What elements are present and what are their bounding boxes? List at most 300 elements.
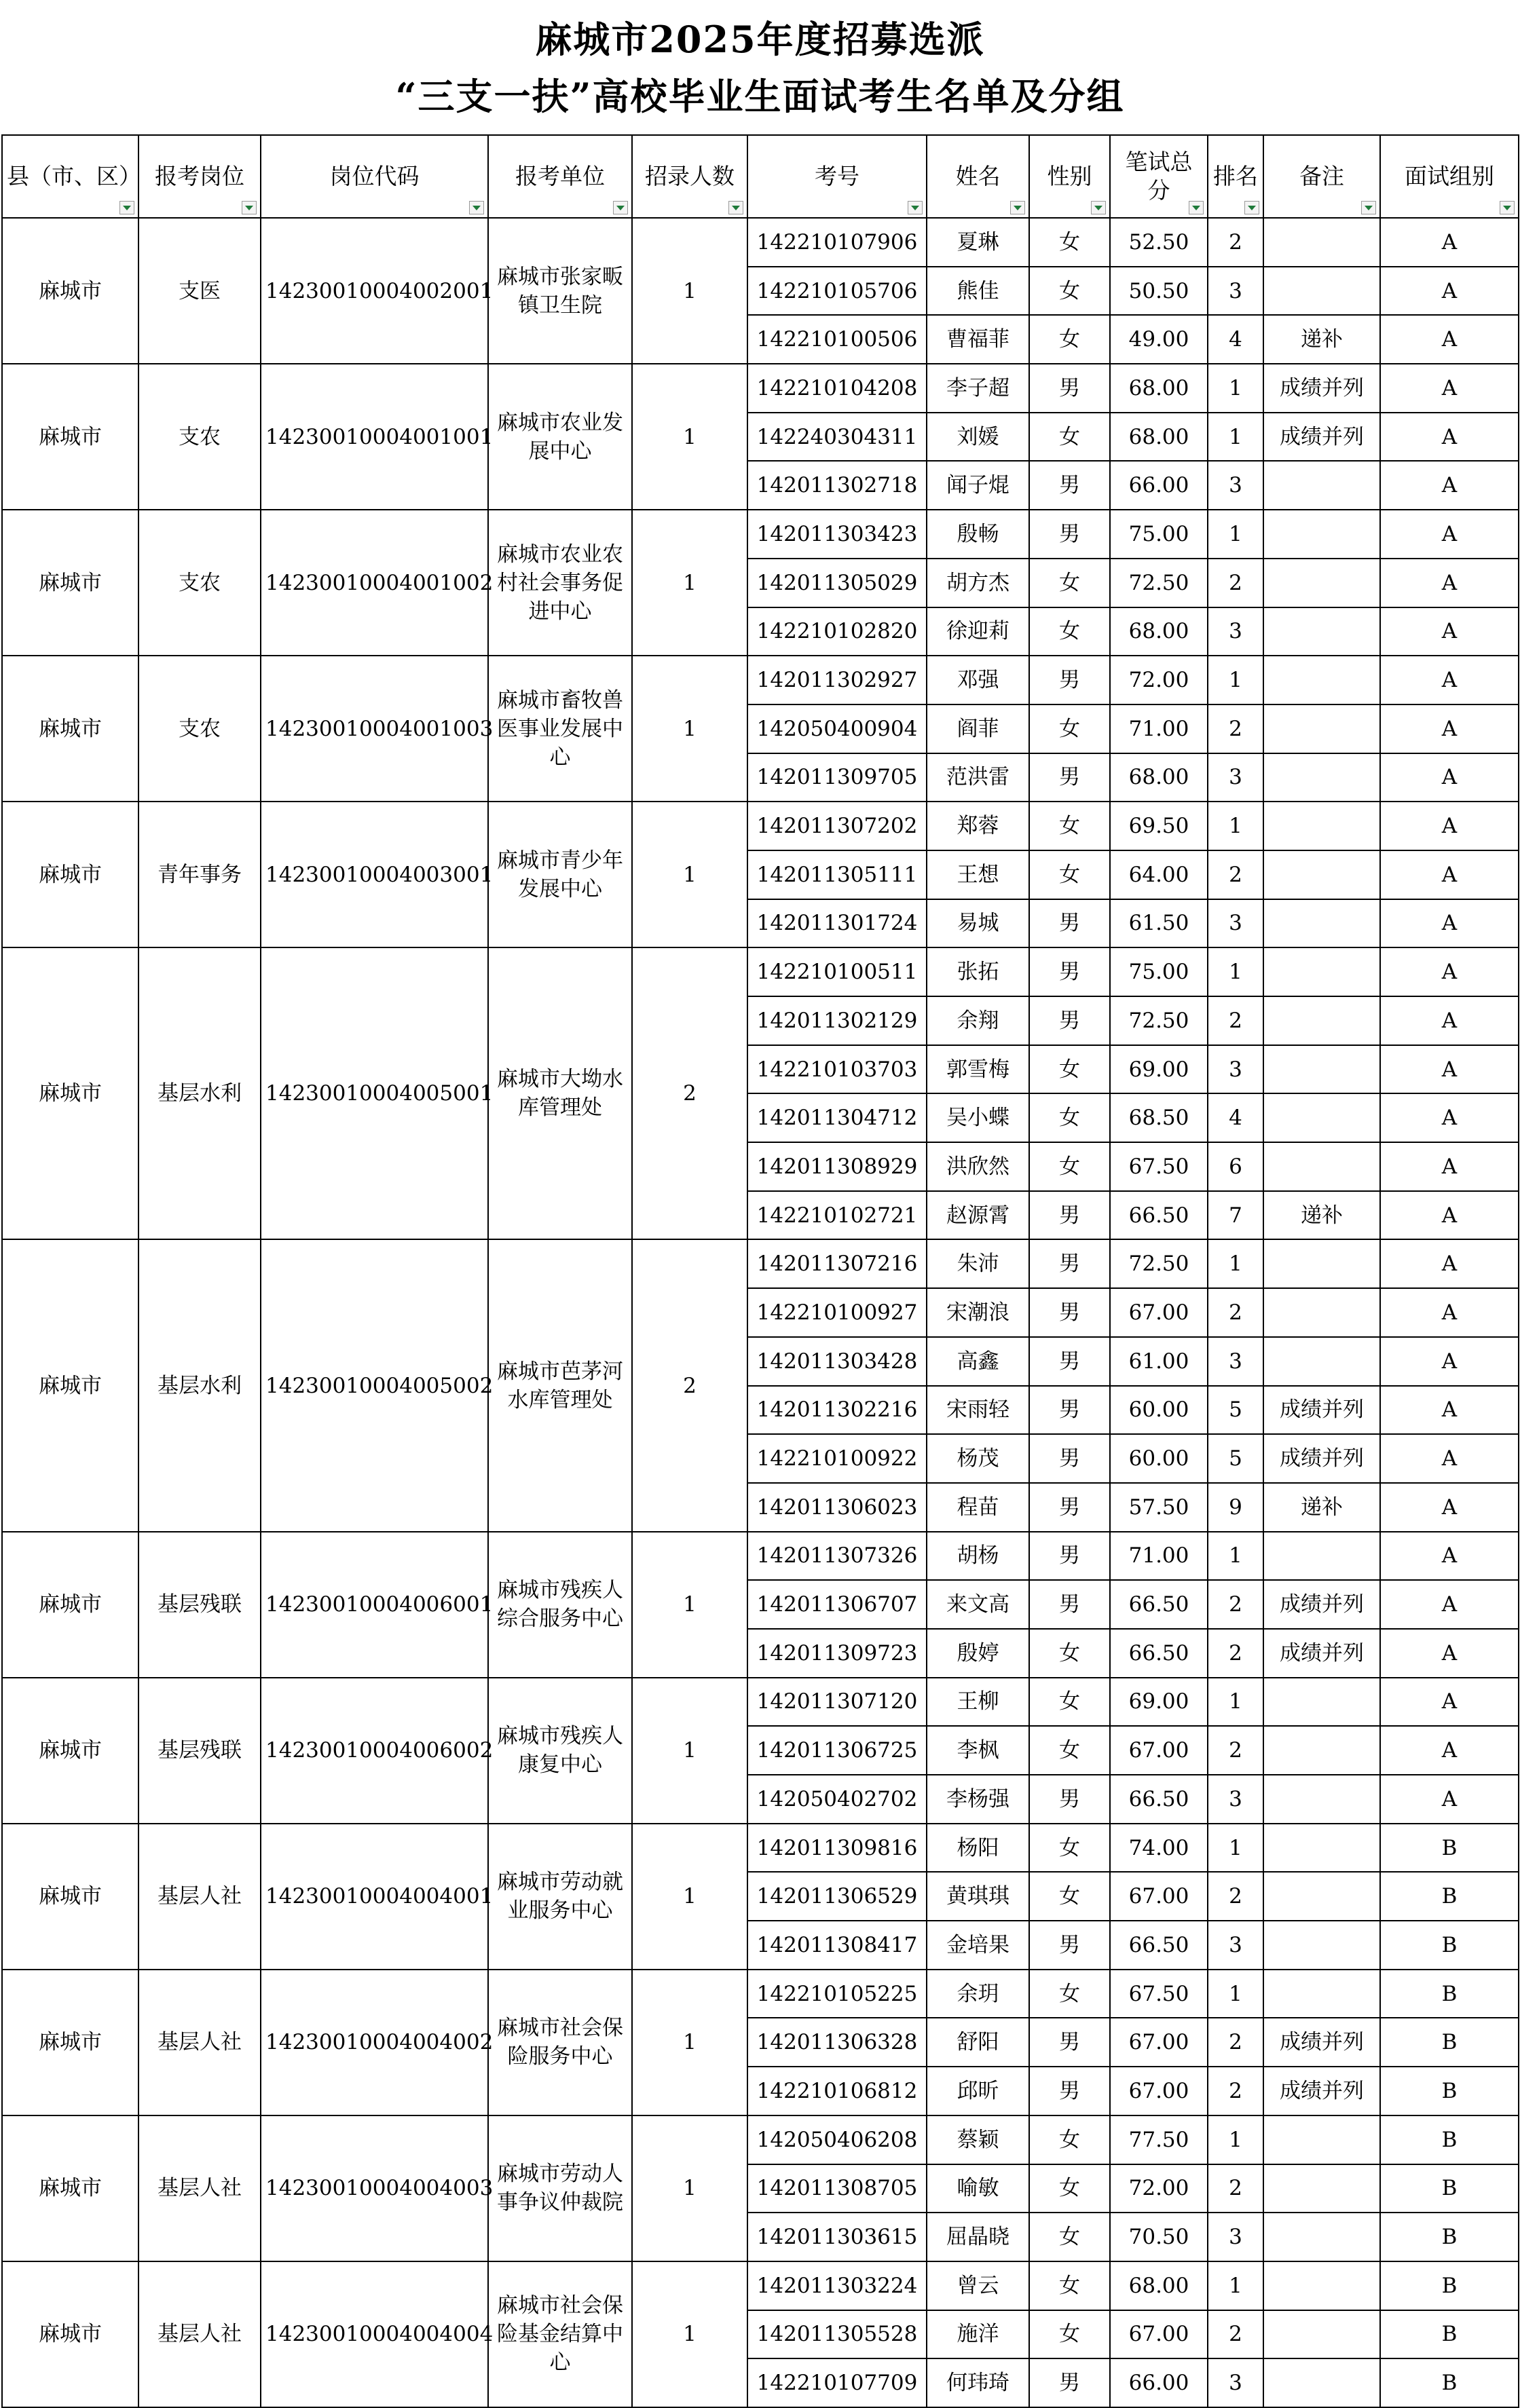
score-cell: 66.50	[1110, 1775, 1208, 1824]
header-name: 姓名	[927, 135, 1029, 218]
name-cell: 赵源霄	[927, 1191, 1029, 1240]
county-cell: 麻城市	[2, 802, 138, 947]
interview-group-cell: A	[1380, 1629, 1519, 1678]
county-cell: 麻城市	[2, 364, 138, 510]
gender-cell: 女	[1029, 704, 1110, 753]
note-cell	[1263, 1093, 1380, 1142]
note-cell	[1263, 1726, 1380, 1775]
interview-group-cell: A	[1380, 850, 1519, 899]
name-cell: 喻敏	[927, 2164, 1029, 2213]
exam-no-cell: 142011306328	[747, 2018, 927, 2067]
exam-no-cell: 142011307216	[747, 1239, 927, 1288]
name-cell: 程苗	[927, 1483, 1029, 1532]
rank-cell: 2	[1208, 2164, 1263, 2213]
unit-cell: 麻城市劳动就业服务中心	[488, 1824, 632, 1970]
gender-cell: 男	[1029, 1337, 1110, 1386]
exam-no-cell: 142011306707	[747, 1580, 927, 1629]
filter-dropdown-icon[interactable]	[469, 201, 484, 214]
quota-cell: 1	[632, 510, 747, 656]
exam-no-cell: 142011305029	[747, 559, 927, 607]
gender-cell: 男	[1029, 1483, 1110, 1532]
note-cell	[1263, 899, 1380, 948]
rank-cell: 1	[1208, 2261, 1263, 2310]
rank-cell: 6	[1208, 1142, 1263, 1191]
score-cell: 72.00	[1110, 656, 1208, 704]
post-code-cell: 14230010004001003	[261, 656, 488, 802]
name-cell: 施洋	[927, 2310, 1029, 2359]
name-cell: 李枫	[927, 1726, 1029, 1775]
note-cell	[1263, 802, 1380, 850]
county-cell: 麻城市	[2, 1678, 138, 1824]
filter-dropdown-icon[interactable]	[728, 201, 743, 214]
rank-cell: 2	[1208, 1580, 1263, 1629]
score-cell: 57.50	[1110, 1483, 1208, 1532]
exam-no-cell: 142050406208	[747, 2115, 927, 2164]
post-cell: 基层人社	[138, 2261, 261, 2407]
name-cell: 殷畅	[927, 510, 1029, 559]
score-cell: 71.00	[1110, 1532, 1208, 1581]
score-cell: 64.00	[1110, 850, 1208, 899]
filter-dropdown-icon[interactable]	[1500, 201, 1515, 214]
exam-no-cell: 142011303428	[747, 1337, 927, 1386]
rank-cell: 2	[1208, 1726, 1263, 1775]
table-row	[2, 656, 1519, 704]
interview-group-cell: A	[1380, 1580, 1519, 1629]
post-code-cell: 14230010004001002	[261, 510, 488, 656]
rank-cell: 1	[1208, 2115, 1263, 2164]
table-row	[2, 364, 1519, 413]
score-cell: 67.50	[1110, 1970, 1208, 2018]
quota-cell: 1	[632, 1970, 747, 2115]
note-cell	[1263, 1824, 1380, 1873]
score-cell: 77.50	[1110, 2115, 1208, 2164]
table-row	[2, 2115, 1519, 2164]
gender-cell: 女	[1029, 413, 1110, 462]
note-cell	[1263, 1872, 1380, 1921]
exam-no-cell: 142011302718	[747, 461, 927, 510]
gender-cell: 男	[1029, 996, 1110, 1045]
score-cell: 49.00	[1110, 315, 1208, 364]
unit-cell: 麻城市大坳水库管理处	[488, 947, 632, 1239]
county-cell: 麻城市	[2, 1532, 138, 1678]
interview-group-cell: A	[1380, 1483, 1519, 1532]
rank-cell: 3	[1208, 1775, 1263, 1824]
header-note: 备注	[1263, 135, 1380, 218]
name-cell: 邱昕	[927, 2067, 1029, 2115]
exam-no-cell: 142011308705	[747, 2164, 927, 2213]
score-cell: 72.50	[1110, 559, 1208, 607]
county-cell: 麻城市	[2, 1824, 138, 1970]
score-cell: 66.50	[1110, 1191, 1208, 1240]
interview-group-cell: B	[1380, 2358, 1519, 2407]
note-cell	[1263, 1678, 1380, 1727]
exam-no-cell: 142210107906	[747, 218, 927, 267]
exam-no-cell: 142210103703	[747, 1045, 927, 1094]
gender-cell: 男	[1029, 2018, 1110, 2067]
name-cell: 张拓	[927, 947, 1029, 996]
name-cell: 阎菲	[927, 704, 1029, 753]
name-cell: 杨茂	[927, 1434, 1029, 1483]
interview-group-cell: A	[1380, 510, 1519, 559]
note-cell: 成绩并列	[1263, 364, 1380, 413]
name-cell: 吴小蝶	[927, 1093, 1029, 1142]
quota-cell: 1	[632, 2115, 747, 2261]
post-cell: 基层水利	[138, 1239, 261, 1531]
note-cell	[1263, 559, 1380, 607]
header-quota: 招录人数	[632, 135, 747, 218]
header-score: 笔试总分	[1110, 135, 1208, 218]
rank-cell: 1	[1208, 802, 1263, 850]
gender-cell: 女	[1029, 1970, 1110, 2018]
score-cell: 72.50	[1110, 1239, 1208, 1288]
header-post-code: 岗位代码	[261, 135, 488, 218]
note-cell	[1263, 1921, 1380, 1970]
name-cell: 金培果	[927, 1921, 1029, 1970]
exam-no-cell: 142210107709	[747, 2358, 927, 2407]
rank-cell: 3	[1208, 1045, 1263, 1094]
interview-group-cell: B	[1380, 1872, 1519, 1921]
post-code-cell: 14230010004005002	[261, 1239, 488, 1531]
score-cell: 60.00	[1110, 1434, 1208, 1483]
score-cell: 71.00	[1110, 704, 1208, 753]
score-cell: 66.50	[1110, 1921, 1208, 1970]
score-cell: 66.50	[1110, 1580, 1208, 1629]
score-cell: 61.00	[1110, 1337, 1208, 1386]
interview-group-cell: A	[1380, 947, 1519, 996]
unit-cell: 麻城市劳动人事争议仲裁院	[488, 2115, 632, 2261]
exam-no-cell: 142011308417	[747, 1921, 927, 1970]
gender-cell: 男	[1029, 2358, 1110, 2407]
header-rank: 排名	[1208, 135, 1263, 218]
post-cell: 基层残联	[138, 1678, 261, 1824]
name-cell: 杨阳	[927, 1824, 1029, 1873]
interview-group-cell: A	[1380, 1288, 1519, 1337]
interview-group-cell: A	[1380, 461, 1519, 510]
name-cell: 屈晶晓	[927, 2213, 1029, 2261]
rank-cell: 3	[1208, 461, 1263, 510]
exam-no-cell: 142210100927	[747, 1288, 927, 1337]
post-cell: 支农	[138, 510, 261, 656]
note-cell	[1263, 1288, 1380, 1337]
name-cell: 李杨强	[927, 1775, 1029, 1824]
gender-cell: 男	[1029, 899, 1110, 948]
gender-cell: 女	[1029, 1726, 1110, 1775]
interview-group-cell: A	[1380, 218, 1519, 267]
score-cell: 61.50	[1110, 899, 1208, 948]
page-title-line-2: “三支一扶”高校毕业生面试考生名单及分组	[395, 75, 1125, 118]
exam-no-cell: 142210104208	[747, 364, 927, 413]
note-cell	[1263, 1337, 1380, 1386]
post-cell: 支农	[138, 656, 261, 802]
interview-group-cell: B	[1380, 1824, 1519, 1873]
gender-cell: 男	[1029, 461, 1110, 510]
exam-no-cell: 142011302129	[747, 996, 927, 1045]
note-cell: 递补	[1263, 1483, 1380, 1532]
quota-cell: 1	[632, 218, 747, 364]
header-county: 县（市、区）	[2, 135, 138, 218]
rank-cell: 4	[1208, 315, 1263, 364]
score-cell: 68.00	[1110, 413, 1208, 462]
rank-cell: 2	[1208, 2067, 1263, 2115]
exam-no-cell: 142011303615	[747, 2213, 927, 2261]
interview-group-cell: A	[1380, 1191, 1519, 1240]
note-cell	[1263, 2164, 1380, 2213]
unit-cell: 麻城市农业发展中心	[488, 364, 632, 510]
name-cell: 蔡颖	[927, 2115, 1029, 2164]
table-row	[2, 802, 1519, 850]
exam-no-cell: 142011306529	[747, 1872, 927, 1921]
gender-cell: 男	[1029, 2067, 1110, 2115]
post-cell: 青年事务	[138, 802, 261, 947]
interview-group-cell: A	[1380, 753, 1519, 802]
exam-no-cell: 142011306023	[747, 1483, 927, 1532]
note-cell	[1263, 267, 1380, 316]
rank-cell: 3	[1208, 607, 1263, 656]
interview-group-cell: A	[1380, 1045, 1519, 1094]
note-cell	[1263, 1532, 1380, 1581]
rank-cell: 1	[1208, 1970, 1263, 2018]
interview-group-cell: A	[1380, 1239, 1519, 1288]
score-cell: 67.00	[1110, 2018, 1208, 2067]
name-cell: 来文高	[927, 1580, 1029, 1629]
interview-group-cell: A	[1380, 656, 1519, 704]
score-cell: 75.00	[1110, 947, 1208, 996]
note-cell	[1263, 461, 1380, 510]
gender-cell: 女	[1029, 1093, 1110, 1142]
exam-no-cell: 142210105706	[747, 267, 927, 316]
interview-group-cell: A	[1380, 704, 1519, 753]
table-row	[2, 1970, 1519, 2018]
interview-group-cell: A	[1380, 559, 1519, 607]
gender-cell: 女	[1029, 559, 1110, 607]
interview-group-cell: A	[1380, 364, 1519, 413]
rank-cell: 1	[1208, 1824, 1263, 1873]
header-post: 报考岗位	[138, 135, 261, 218]
note-cell	[1263, 656, 1380, 704]
note-cell	[1263, 996, 1380, 1045]
note-cell	[1263, 947, 1380, 996]
interview-group-cell: A	[1380, 1386, 1519, 1435]
interview-group-cell: A	[1380, 1434, 1519, 1483]
score-cell: 72.00	[1110, 2164, 1208, 2213]
exam-no-cell: 142210100922	[747, 1434, 927, 1483]
filter-dropdown-icon[interactable]	[1010, 201, 1025, 214]
name-cell: 黄琪琪	[927, 1872, 1029, 1921]
quota-cell: 2	[632, 947, 747, 1239]
gender-cell: 男	[1029, 364, 1110, 413]
filter-dropdown-icon[interactable]	[119, 201, 134, 214]
note-cell	[1263, 510, 1380, 559]
filter-dropdown-icon[interactable]	[1189, 201, 1204, 214]
filter-dropdown-icon[interactable]	[1244, 201, 1259, 214]
note-cell: 成绩并列	[1263, 1434, 1380, 1483]
post-code-cell: 14230010004005001	[261, 947, 488, 1239]
gender-cell: 女	[1029, 607, 1110, 656]
rank-cell: 1	[1208, 656, 1263, 704]
rank-cell: 3	[1208, 753, 1263, 802]
interview-group-cell: B	[1380, 2115, 1519, 2164]
gender-cell: 女	[1029, 267, 1110, 316]
candidate-table	[1, 134, 1519, 2408]
name-cell: 高鑫	[927, 1337, 1029, 1386]
exam-no-cell: 142011301724	[747, 899, 927, 948]
note-cell	[1263, 704, 1380, 753]
rank-cell: 5	[1208, 1434, 1263, 1483]
note-cell	[1263, 2261, 1380, 2310]
name-cell: 闻子焜	[927, 461, 1029, 510]
county-cell: 麻城市	[2, 656, 138, 802]
exam-no-cell: 142011306725	[747, 1726, 927, 1775]
exam-no-cell: 142210100511	[747, 947, 927, 996]
table-row	[2, 1239, 1519, 1288]
name-cell: 余翔	[927, 996, 1029, 1045]
score-cell: 69.00	[1110, 1045, 1208, 1094]
exam-no-cell: 142011305528	[747, 2310, 927, 2359]
interview-group-cell: B	[1380, 2310, 1519, 2359]
interview-group-cell: A	[1380, 1775, 1519, 1824]
exam-no-cell: 142011307202	[747, 802, 927, 850]
table-row	[2, 1678, 1519, 1727]
post-code-cell: 14230010004004004	[261, 2261, 488, 2407]
rank-cell: 5	[1208, 1386, 1263, 1435]
county-cell: 麻城市	[2, 947, 138, 1239]
exam-no-cell: 142011307120	[747, 1678, 927, 1727]
unit-cell: 麻城市青少年发展中心	[488, 802, 632, 947]
exam-no-cell: 142011302927	[747, 656, 927, 704]
table-row	[2, 1824, 1519, 1873]
note-cell	[1263, 753, 1380, 802]
note-cell	[1263, 2358, 1380, 2407]
county-cell: 麻城市	[2, 510, 138, 656]
quota-cell: 1	[632, 656, 747, 802]
post-cell: 基层人社	[138, 1824, 261, 1970]
rank-cell: 2	[1208, 1629, 1263, 1678]
interview-group-cell: A	[1380, 267, 1519, 316]
gender-cell: 女	[1029, 1824, 1110, 1873]
exam-no-cell: 142210102820	[747, 607, 927, 656]
exam-no-cell: 142011309705	[747, 753, 927, 802]
header-exam-no: 考号	[747, 135, 927, 218]
score-cell: 66.00	[1110, 2358, 1208, 2407]
filter-dropdown-icon[interactable]	[1361, 201, 1376, 214]
name-cell: 朱沛	[927, 1239, 1029, 1288]
name-cell: 范洪雷	[927, 753, 1029, 802]
quota-cell: 1	[632, 1532, 747, 1678]
header-gender: 性别	[1029, 135, 1110, 218]
filter-dropdown-icon[interactable]	[1091, 201, 1106, 214]
quota-cell: 1	[632, 1824, 747, 1970]
score-cell: 67.00	[1110, 1726, 1208, 1775]
gender-cell: 女	[1029, 2164, 1110, 2213]
table-row	[2, 947, 1519, 996]
gender-cell: 女	[1029, 1678, 1110, 1727]
gender-cell: 男	[1029, 656, 1110, 704]
rank-cell: 2	[1208, 1288, 1263, 1337]
note-cell: 递补	[1263, 1191, 1380, 1240]
note-cell: 成绩并列	[1263, 1580, 1380, 1629]
score-cell: 68.50	[1110, 1093, 1208, 1142]
gender-cell: 女	[1029, 1045, 1110, 1094]
post-code-cell: 14230010004004001	[261, 1824, 488, 1970]
header-row	[2, 135, 1519, 218]
note-cell: 成绩并列	[1263, 1629, 1380, 1678]
post-code-cell: 14230010004006001	[261, 1532, 488, 1678]
exam-no-cell: 142011304712	[747, 1093, 927, 1142]
interview-group-cell: A	[1380, 413, 1519, 462]
page-title-line-1: 麻城市2025年度招募选派	[535, 18, 985, 61]
score-cell: 69.50	[1110, 802, 1208, 850]
post-cell: 基层残联	[138, 1532, 261, 1678]
exam-no-cell: 142011305111	[747, 850, 927, 899]
header-unit: 报考单位	[488, 135, 632, 218]
gender-cell: 女	[1029, 850, 1110, 899]
gender-cell: 男	[1029, 1775, 1110, 1824]
note-cell: 成绩并列	[1263, 2018, 1380, 2067]
name-cell: 郭雪梅	[927, 1045, 1029, 1094]
filter-dropdown-icon[interactable]	[908, 201, 923, 214]
exam-no-cell: 142050402702	[747, 1775, 927, 1824]
name-cell: 刘媛	[927, 413, 1029, 462]
note-cell	[1263, 850, 1380, 899]
name-cell: 李子超	[927, 364, 1029, 413]
interview-group-cell: A	[1380, 899, 1519, 948]
exam-no-cell: 142240304311	[747, 413, 927, 462]
interview-group-cell: A	[1380, 1093, 1519, 1142]
interview-group-cell: B	[1380, 2067, 1519, 2115]
gender-cell: 女	[1029, 2213, 1110, 2261]
interview-group-cell: B	[1380, 2018, 1519, 2067]
post-cell: 基层人社	[138, 1970, 261, 2115]
unit-cell: 麻城市残疾人综合服务中心	[488, 1532, 632, 1678]
gender-cell: 女	[1029, 2261, 1110, 2310]
name-cell: 宋潮浪	[927, 1288, 1029, 1337]
header-interview-group: 面试组别	[1380, 135, 1519, 218]
table-row	[2, 1532, 1519, 1581]
interview-group-cell: B	[1380, 1970, 1519, 2018]
score-cell: 68.00	[1110, 753, 1208, 802]
filter-dropdown-icon[interactable]	[242, 201, 257, 214]
filter-dropdown-icon[interactable]	[613, 201, 628, 214]
gender-cell: 男	[1029, 1532, 1110, 1581]
rank-cell: 9	[1208, 1483, 1263, 1532]
post-cell: 支农	[138, 364, 261, 510]
exam-no-cell: 142210102721	[747, 1191, 927, 1240]
county-cell: 麻城市	[2, 1970, 138, 2115]
note-cell	[1263, 2115, 1380, 2164]
exam-no-cell: 142210106812	[747, 2067, 927, 2115]
interview-group-cell: A	[1380, 1142, 1519, 1191]
gender-cell: 男	[1029, 947, 1110, 996]
interview-group-cell: A	[1380, 996, 1519, 1045]
note-cell: 成绩并列	[1263, 2067, 1380, 2115]
county-cell: 麻城市	[2, 2261, 138, 2407]
name-cell: 何玮琦	[927, 2358, 1029, 2407]
score-cell: 60.00	[1110, 1386, 1208, 1435]
exam-no-cell: 142011307326	[747, 1532, 927, 1581]
note-cell	[1263, 2310, 1380, 2359]
quota-cell: 1	[632, 802, 747, 947]
score-cell: 74.00	[1110, 1824, 1208, 1873]
name-cell: 洪欣然	[927, 1142, 1029, 1191]
interview-group-cell: B	[1380, 1921, 1519, 1970]
interview-group-cell: A	[1380, 1726, 1519, 1775]
gender-cell: 男	[1029, 1239, 1110, 1288]
gender-cell: 女	[1029, 218, 1110, 267]
unit-cell: 麻城市残疾人康复中心	[488, 1678, 632, 1824]
interview-group-cell: B	[1380, 2164, 1519, 2213]
post-code-cell: 14230010004006002	[261, 1678, 488, 1824]
score-cell: 70.50	[1110, 2213, 1208, 2261]
